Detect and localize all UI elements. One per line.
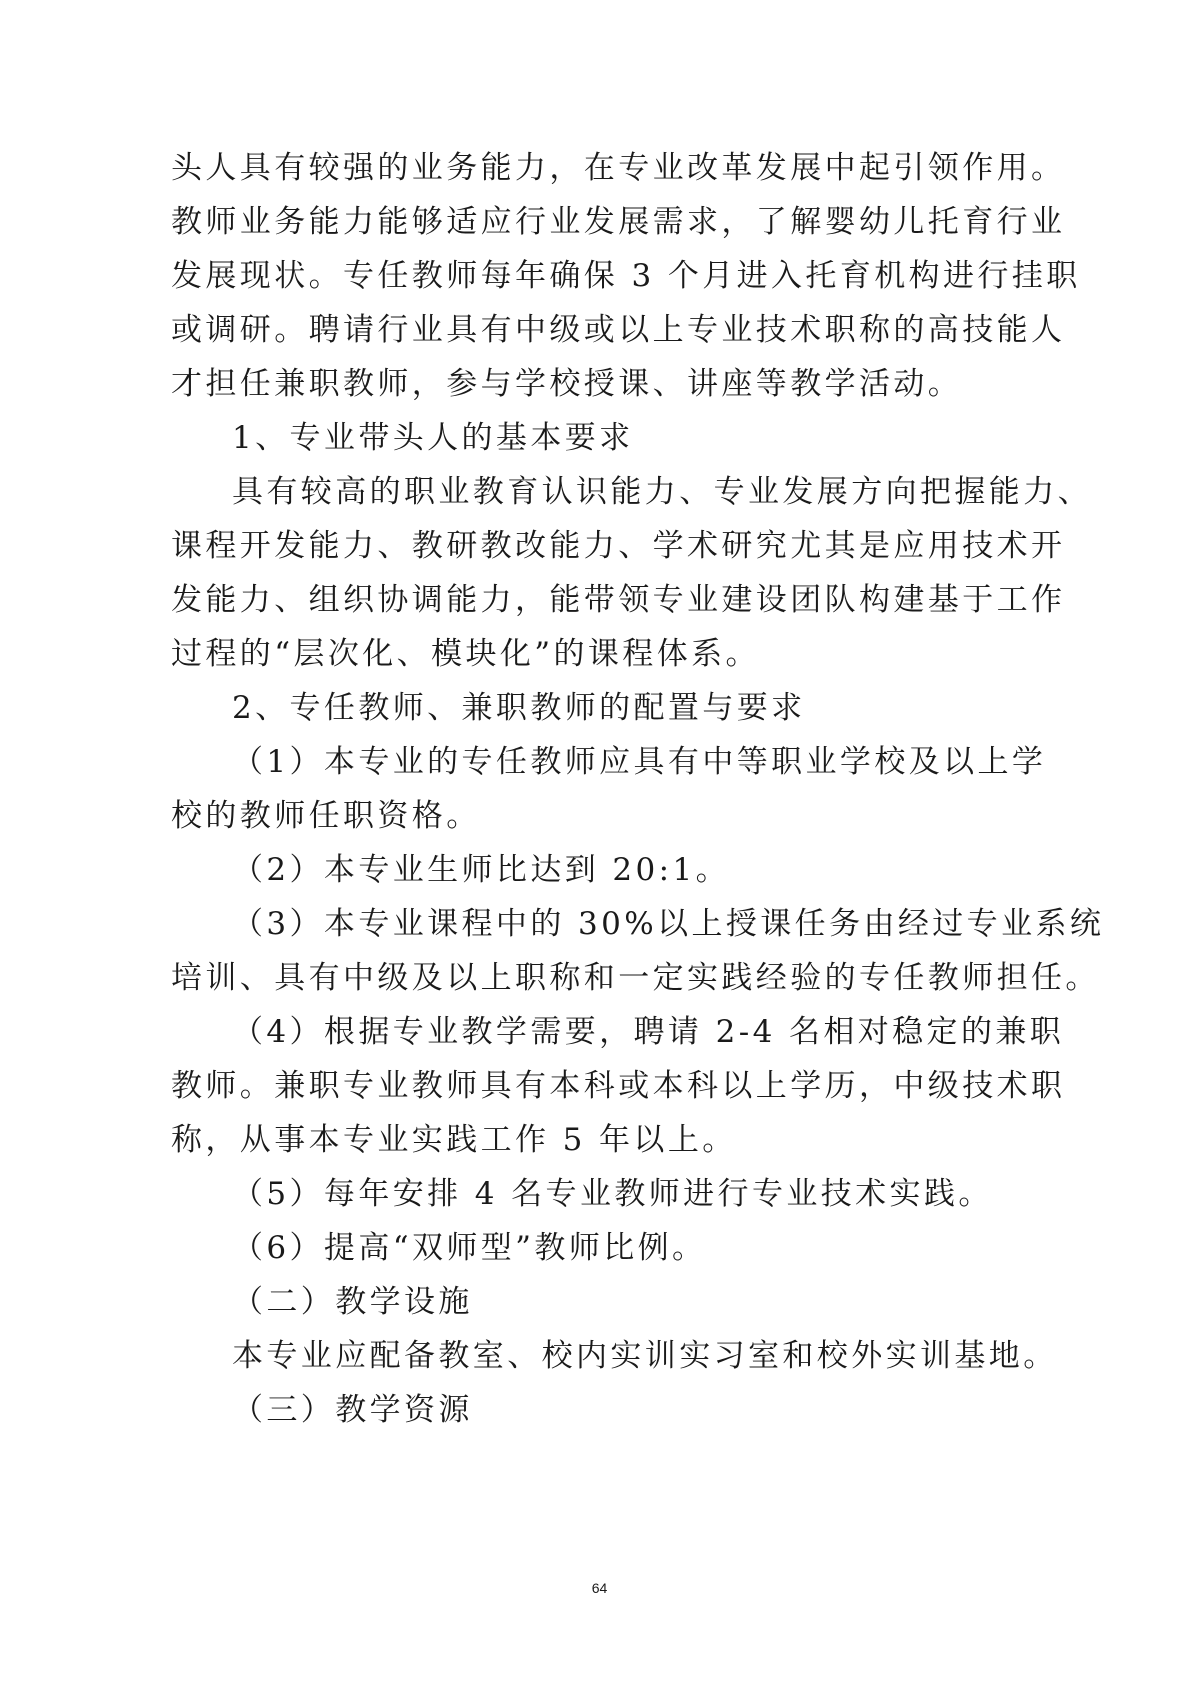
paragraph-line: 校的教师任职资格。 xyxy=(171,798,481,834)
list-item: （1）本专业的专任教师应具有中等职业学校及以上学 xyxy=(232,744,1047,780)
paragraph-line: 或调研。聘请行业具有中级或以上专业技术职称的高技能人 xyxy=(171,312,1066,348)
paragraph-line: 发能力、组织协调能力，能带领专业建设团队构建基于工作 xyxy=(171,582,1066,618)
paragraph-line: 发展现状。专任教师每年确保 3 个月进入托育机构进行挂职 xyxy=(171,258,1081,294)
paragraph-line: 过程的“层次化、模块化”的课程体系。 xyxy=(171,636,760,672)
paragraph-line: 课程开发能力、教研教改能力、学术研究尤其是应用技术开 xyxy=(171,528,1066,564)
section-heading: （三）教学资源 xyxy=(232,1392,473,1428)
list-item: （2）本专业生师比达到 20:1。 xyxy=(232,852,730,888)
list-item: （5）每年安排 4 名专业教师进行专业技术实践。 xyxy=(232,1176,993,1212)
list-item: （6）提高“双师型”教师比例。 xyxy=(232,1230,707,1266)
list-item: （3）本专业课程中的 30%以上授课任务由经过专业系统 xyxy=(232,906,1105,942)
paragraph-line: 教师。兼职专业教师具有本科或本科以上学历，中级技术职 xyxy=(171,1068,1066,1104)
section-heading: （二）教学设施 xyxy=(232,1284,473,1320)
paragraph-line: 本专业应配备教室、校内实训实习室和校外实训基地。 xyxy=(232,1338,1058,1374)
list-item: （4）根据专业教学需要，聘请 2-4 名相对稳定的兼职 xyxy=(232,1014,1065,1050)
paragraph-line: 教师业务能力能够适应行业发展需求，了解婴幼儿托育行业 xyxy=(171,204,1066,240)
page-number: 64 xyxy=(591,1580,608,1596)
paragraph-line: 培训、具有中级及以上职称和一定实践经验的专任教师担任。 xyxy=(171,960,1100,996)
section-heading: 1、专业带头人的基本要求 xyxy=(232,420,634,456)
paragraph-line: 头人具有较强的业务能力，在专业改革发展中起引领作用。 xyxy=(171,150,1066,186)
paragraph-line: 才担任兼职教师，参与学校授课、讲座等教学活动。 xyxy=(171,366,963,402)
section-heading: 2、专任教师、兼职教师的配置与要求 xyxy=(232,690,806,726)
paragraph-line: 具有较高的职业教育认识能力、专业发展方向把握能力、 xyxy=(232,474,1092,510)
paragraph-line: 称，从事本专业实践工作 5 年以上。 xyxy=(171,1122,737,1158)
